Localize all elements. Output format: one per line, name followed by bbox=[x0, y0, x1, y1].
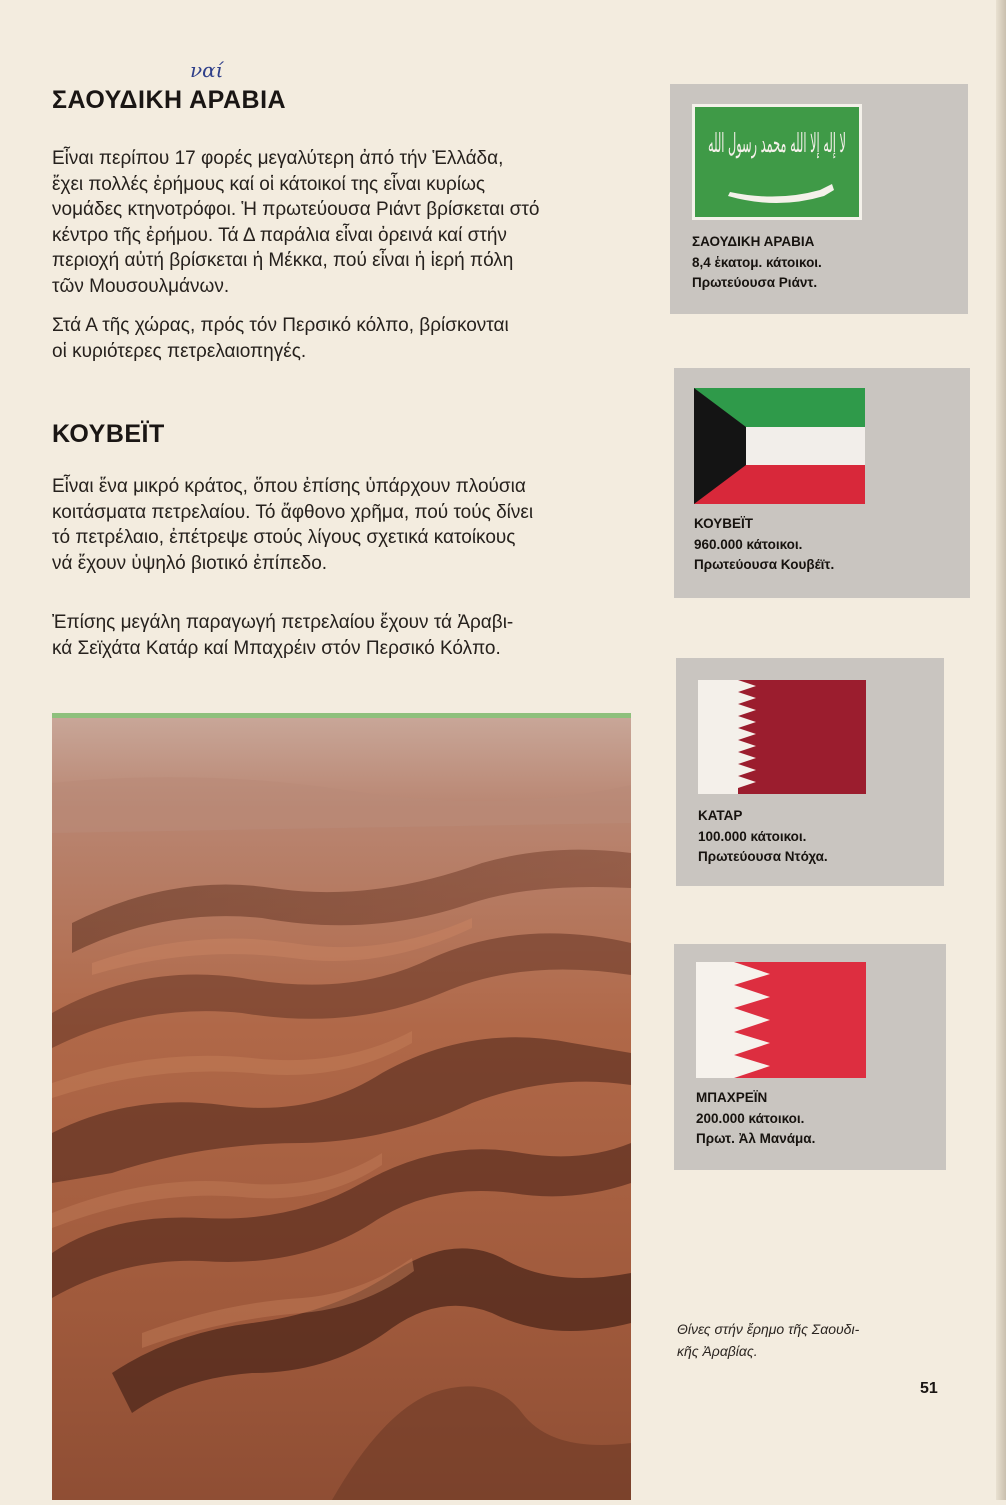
text-line: κοιτάσματα πετρελαίου. Τό ἄφθονο χρῆμα, πού τούς δίνει bbox=[52, 501, 534, 523]
text-line: Ἐπίσης μεγάλη παραγωγή πετρελαίου ἔχουν τά Ἀραβι- bbox=[52, 612, 514, 633]
qatar-flag bbox=[698, 680, 866, 794]
saudi-arabia-flag bbox=[692, 104, 862, 220]
text-line: τό πετρέλαιο, ἐπέτρεψε στούς λίγους σχετικά κατοίκους bbox=[52, 527, 516, 548]
desert-dunes-illustration bbox=[52, 713, 631, 1500]
photo-caption bbox=[677, 1318, 947, 1362]
heading-saudi-arabia: ΣΑΟΥΔΙΚΗ ΑΡΑΒΙΑ bbox=[52, 86, 287, 114]
text-line: ἔχει πολλές ἐρήμους καί οἱ κάτοικοί της εἶναι κυρίως bbox=[52, 173, 486, 195]
caption-line: Θίνες στήν ἔρημο τῆς Σαουδι- bbox=[677, 1321, 860, 1337]
text-line: Εἶναι περίπου 17 φορές μεγαλύτερη ἀπό τήν Ἑλλάδα, bbox=[52, 148, 504, 169]
flag-panel-saudi-arabia bbox=[670, 84, 968, 314]
page-edge bbox=[996, 0, 1006, 1500]
text-line: περιοχή αὐτή βρίσκεται ἡ Μέκκα, πού εἶναι ἡ ἱερή πόλη bbox=[52, 250, 514, 271]
country-name: ΚΟΥΒΕΪΤ bbox=[694, 516, 754, 531]
text-line: Εἶναι ἕνα μικρό κράτος, ὅπου ἐπίσης ὑπάρχουν πλούσια bbox=[52, 476, 526, 497]
population: 100.000 κάτοικοι. bbox=[698, 828, 807, 844]
capital: Πρωτ. Ἀλ Μανάμα. bbox=[696, 1131, 816, 1146]
flag-caption-saudi-arabia bbox=[692, 232, 822, 294]
paragraph-saudi-oil bbox=[52, 313, 632, 364]
population: 8,4 ἑκατομ. κάτοικοι. bbox=[692, 254, 822, 270]
capital: Πρωτεύουσα Ριάντ. bbox=[692, 275, 818, 290]
paragraph-saudi-description bbox=[52, 146, 632, 299]
text-line: νά ἔχουν ὑψηλό βιοτικό ἐπίπεδο. bbox=[52, 552, 328, 574]
page-number: 51 bbox=[920, 1380, 938, 1397]
capital: Πρωτεύουσα Ντόχα. bbox=[698, 849, 828, 864]
handwritten-note: ναί bbox=[190, 58, 224, 82]
paragraph-kuwait-description bbox=[52, 474, 632, 576]
heading-kuwait: ΚΟΥΒΕΪΤ bbox=[52, 420, 165, 448]
population: 960.000 κάτοικοι. bbox=[694, 536, 803, 552]
paragraph-gulf-sheikhdoms bbox=[52, 610, 632, 661]
flag-panel-bahrain bbox=[674, 944, 946, 1170]
text-line: τῶν Μουσουλμάνων. bbox=[52, 275, 230, 297]
text-line: κά Σεϊχάτα Κατάρ καί Μπαχρέιν στόν Περσικό Κόλπο. bbox=[52, 637, 501, 659]
flag-panel-kuwait bbox=[674, 368, 970, 598]
country-name: ΜΠΑΧΡΕΪΝ bbox=[696, 1090, 768, 1105]
text-line: οἱ κυριότερες πετρελαιοπηγές. bbox=[52, 340, 307, 362]
flag-field-maroon bbox=[738, 680, 866, 794]
caption-line: κῆς Ἀραβίας. bbox=[677, 1343, 758, 1359]
text-line: νομάδες κτηνοτρόφοι. Ἡ πρωτεύουσα Ριάντ βρίσκεται στό bbox=[52, 199, 540, 220]
country-name: ΚΑΤΑΡ bbox=[698, 808, 743, 823]
capital: Πρωτεύουσα Κουβέϊτ. bbox=[694, 557, 835, 572]
flag-caption-qatar bbox=[698, 806, 828, 868]
text-line: Στά Α τῆς χώρας, πρός τόν Περσικό κόλπο, βρίσκονται bbox=[52, 315, 509, 336]
flag-panel-qatar bbox=[676, 658, 944, 886]
country-name: ΣΑΟΥΔΙΚΗ ΑΡΑΒΙΑ bbox=[692, 234, 815, 249]
bahrain-flag bbox=[696, 962, 866, 1078]
text-line: κέντρο τῆς ἐρήμου. Τά Δ παράλια εἶναι ὀρεινά καί στήν bbox=[52, 224, 507, 246]
desert-dunes-photo bbox=[52, 713, 631, 1500]
flag-caption-bahrain bbox=[696, 1088, 815, 1150]
kuwait-flag bbox=[694, 388, 865, 504]
flag-caption-kuwait bbox=[694, 514, 834, 576]
population: 200.000 κάτοικοι. bbox=[696, 1110, 805, 1126]
flag-inscription: لا إله إلا الله محمد رسول الله bbox=[708, 129, 846, 159]
